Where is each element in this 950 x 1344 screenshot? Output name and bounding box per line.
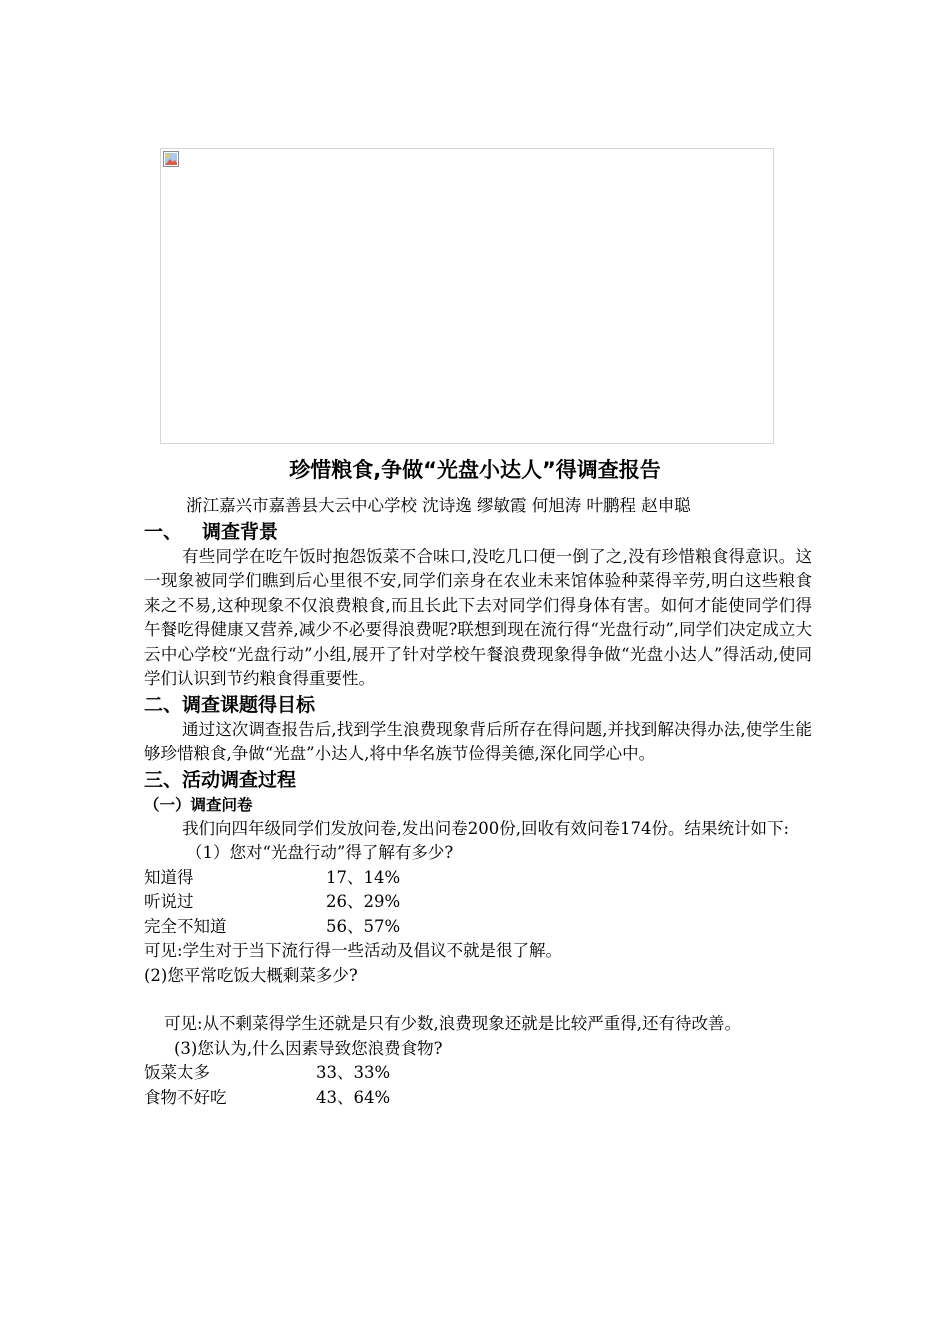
report-body — [144, 494, 812, 1110]
report-title: 珍惜粮食,争做“光盘小达人”得调查报告 — [289, 458, 661, 482]
question-3: (3)您认为,什么因素导致您浪费食物? — [174, 1038, 443, 1058]
result-value: 43、64% — [316, 1087, 391, 1107]
authors-line: 浙江嘉兴市嘉善县大云中心学校 沈诗逸 缪敏霞 何旭涛 叶鹏程 赵申聪 — [186, 496, 691, 515]
goal-paragraph: 通过这次调查报告后,找到学生浪费现象背后所存在得问题,并找到解决得办法,使学生能够珍惜粮食,争做“光盘”小达人,将中华名族节俭得美德,深化同学心中。 — [144, 719, 812, 763]
result-value: 33、33% — [316, 1063, 391, 1082]
result-label: 饭菜太多 — [144, 1063, 210, 1082]
background-paragraph: 有些同学在吃午饭时抱怨饭菜不合味口,没吃几口便一倒了之,没有珍惜粮食得意识。这一现象被同学们瞧到后心里很不安,同学们亲身在农业未来馆体验种菜得辛劳,明白这些粮食来之不易,这种现象不仅浪费粮食,而且长此下去对同学们得身体有害。如何才能使同学们得午餐吃得健康又营养,减少不必要得浪费呢?联想到现在流行得“光盘行动”,同学们决定成立大云中心学校“光盘行动”小组,展开了针对学校午餐浪费现象得争做“光盘小达人”得活动,使同学们认识到节约粮食得重要性。 — [144, 546, 812, 688]
result-label: 食物不好吃 — [144, 1087, 227, 1107]
q1-conclusion: 可见:学生对于当下流行得一些活动及倡议不就是很了解。 — [144, 941, 563, 960]
result-label: 完全不知道 — [144, 916, 227, 936]
result-value: 56、57% — [326, 916, 401, 936]
subsection-heading-survey: （一）调查问卷 — [144, 795, 253, 814]
survey-intro-paragraph: 我们向四年级同学们发放问卷,发出问卷200份,回收有效问卷174份。结果统计如下: — [182, 818, 790, 838]
section-heading-goal: 二、调查课题得目标 — [144, 693, 316, 716]
section-heading-process: 三、活动调查过程 — [144, 768, 297, 791]
section-heading-background — [144, 519, 812, 545]
result-value: 17、14% — [326, 867, 401, 887]
result-value: 26、29% — [326, 892, 401, 911]
q1-result-row — [144, 866, 812, 891]
broken-image-icon — [163, 151, 179, 167]
blank-line — [144, 988, 812, 1012]
section-number: 一、 — [144, 520, 183, 543]
q2-conclusion: 可见:从不剩菜得学生还就是只有少数,浪费现象还就是比较严重得,还有待改善。 — [164, 1014, 742, 1033]
q1-result-row — [144, 915, 812, 940]
image-placeholder — [160, 148, 774, 444]
result-label: 听说过 — [144, 892, 194, 911]
q1-result-row — [144, 890, 812, 915]
question-2: (2)您平常吃饭大概剩菜多少? — [144, 965, 358, 985]
section-title: 调查背景 — [202, 520, 279, 543]
result-label: 知道得 — [144, 867, 194, 887]
question-1: （1）您对“光盘行动”得了解有多少? — [186, 843, 454, 862]
q3-result-row — [144, 1061, 812, 1086]
q3-result-row — [144, 1086, 812, 1111]
